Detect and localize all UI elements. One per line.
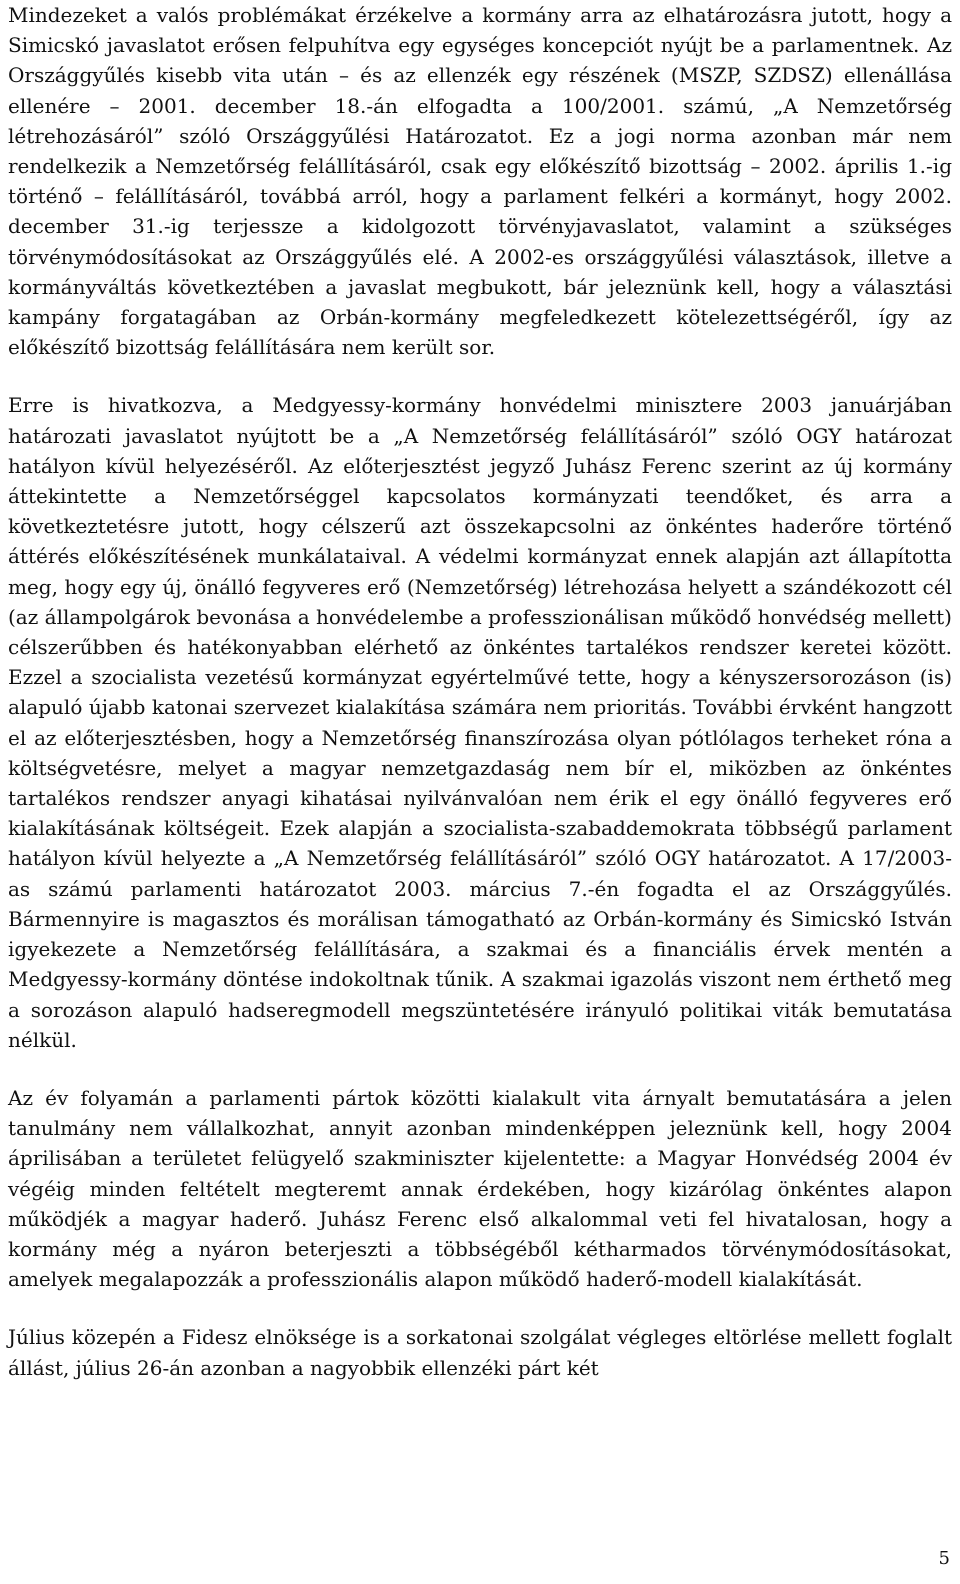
paragraph-spacer <box>8 1055 952 1083</box>
document-page <box>8 0 952 1383</box>
paragraph-fidesz-elnokseg: Július közepén a Fidesz elnöksége is a sorkatonai szolgálat végleges eltörlése mellett foglalt állást, július 26-án azonban a nagyobbik ellenzéki párt két <box>8 1325 952 1380</box>
paragraph-nemzetorseg-hatarozat: Mindezeket a valós problémákat érzékelve a kormány arra az elhatározásra jutott, hogy a Simicskó javaslatot erősen felpuhítva egy egységes koncepciót nyújt be a parlamentnek. Az Országgyűlés kisebb vita után – és az ellenzék egy részének (MSZP, SZDSZ) ellenállása ellenére – 2001. december 18.-án elfogadta a 100/2001. számú, „A Nemzetőrség létrehozásáról” szóló Országgyűlési Határozatot. Ez a jogi norma azonban már nem rendelkezik a Nemzetőrség felállításáról, csak egy előkészítő bizottság – 2002. április 1.-ig történő – felállításáról, továbbá arról, hogy a parlament felkéri a kormányt, hogy 2002. december 31.-ig terjessze a kidolgozott törvényjavaslatot, valamint a szükséges törvénymódosításokat az Országgyűlés elé. A 2002-es országgyűlési választások, illetve a kormányváltás következtében a javaslat megbukott, bár jeleznünk kell, hogy a választási kampány forgatagában az Orbán-kormány megfeledkezett kötelezettségéről, így az előkészítő bizottság felállítására nem került sor. <box>8 3 952 360</box>
paragraph-spacer <box>8 1294 952 1322</box>
paragraph-parlamenti-vita: Az év folyamán a parlamenti pártok közötti kialakult vita árnyalt bemutatására a jelen tanulmány nem vállalkozhat, annyit azonban mindenképpen jeleznünk kell, hogy 2004 áprilisában a területet felügyelő szakminiszter kijelentette: a Magyar Honvédség 2004 év végéig minden feltételt megteremt annak érdekében, hogy kizárólag önkéntes alapon működjék a magyar haderő. Juhász Ferenc első alkalommal veti fel hivatalosan, hogy a kormány még a nyáron beterjeszti a többségéből kétharmados törvénymódosításokat, amelyek megalapozzák a professzionális alapon működő haderő-modell kialakítását. <box>8 1085 952 1292</box>
paragraph-medgyessy-kormany: Erre is hivatkozva, a Medgyessy-kormány honvédelmi minisztere 2003 januárjában határozati javaslatot nyújtott be a „A Nemzetőrség felállításáról” szóló OGY határozat hatályon kívül helyezéséről. Az előterjesztést jegyző Juhász Ferenc szerint az új kormány áttekintette a Nemzetőrséggel kapcsolatos kormányzati teendőket, és arra a következtetésre jutott, hogy célszerű azt összekapcsolni az önkéntes haderőre történő áttérés előkészítésének munkálataival. A védelmi kormányzat ennek alapján azt állapította meg, hogy egy új, önálló fegyveres erő (Nemzetőrség) létrehozása helyett a szándékozott cél (az állampolgárok bevonása a honvédelembe a professzionálisan működő honvédség mellett) célszerűbben és hatékonyabban elérhető az önkéntes tartalékos rendszer keretei között. Ezzel a szocialista vezetésű kormányzat egyértelművé tette, hogy a kényszersorozáson (is) alapuló újabb katonai szervezet kialakítása számára nem prioritás. További érvként hangzott el az előterjesztésben, hogy a Nemzetőrség finanszírozása olyan pótlólagos terheket róna a költségvetésre, melyet a magyar nemzetgazdaság nem bír el, miközben az önkéntes tartalékos rendszer anyagi kihatásai nyilvánvalóan nem érik el egy önálló fegyveres erő kialakításának költségeit. Ezek alapján a szocialista-szabaddemokrata többségű parlament hatályon kívül helyezte a „A Nemzetőrség felállításáról” szóló OGY határozatot. A 17/2003-as számú parlamenti határozatot 2003. március 7.-én fogadta el az Országgyűlés. Bármennyire is magasztos és morálisan támogatható az Orbán-kormány és Simicskó István igyekezete a Nemzetőrség felállítására, a szakmai és a financiális érvek mentén a Medgyessy-kormány döntése indokoltnak tűnik. A szakmai igazolás viszont nem érthető meg a sorozáson alapuló hadseregmodell megszüntetésére irányuló politikai viták bemutatása nélkül. <box>8 393 952 1052</box>
page-number: 5 <box>938 1548 950 1569</box>
paragraph-spacer <box>8 362 952 390</box>
